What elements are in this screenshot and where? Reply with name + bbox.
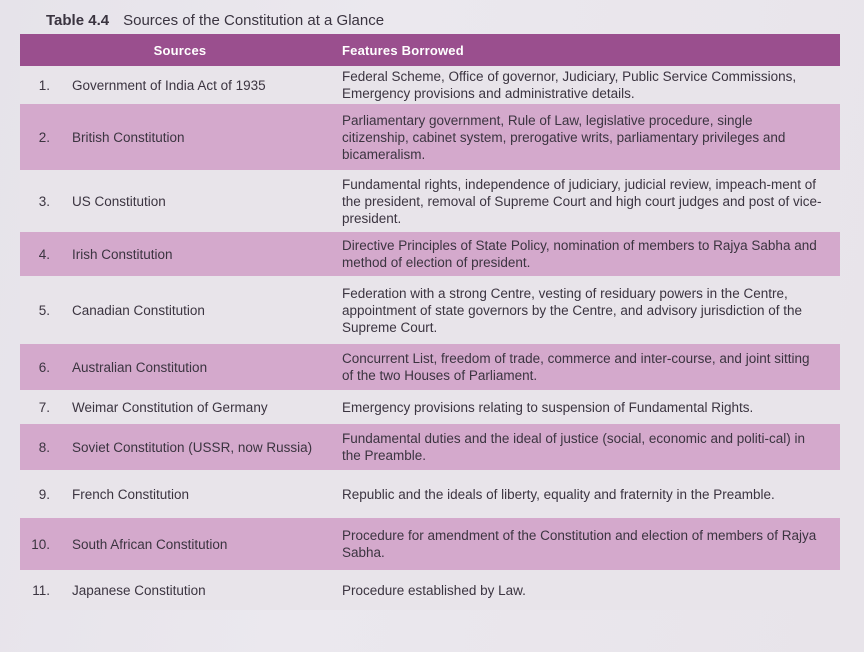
table-header-row [20,34,840,66]
table-caption [46,12,384,29]
row-features: Parliamentary government, Rule of Law, legislative procedure, single citizenship, cabinet system, prerogative writs, parliamentary privileges and bicameralism. [342,112,786,162]
table-row [20,390,840,424]
row-source: Canadian Constitution [72,302,205,318]
row-features: Concurrent List, freedom of trade, commerce and inter-course, and joint sitting of the two Houses of Parliament. [342,351,810,383]
row-number: 6. [38,359,50,375]
row-source: Japanese Constitution [72,582,206,598]
row-features: Fundamental rights, independence of judiciary, judicial review, impeach-ment of the president, removal of Supreme Court and high court judges and post of vice-president. [342,176,822,226]
table-row [20,518,840,570]
row-number: 2. [38,129,50,145]
row-features: Fundamental duties and the ideal of justice (social, economic and politi-cal) in the Preamble. [342,431,806,463]
row-source: Government of India Act of 1935 [72,77,266,93]
row-number: 9. [38,486,50,502]
header-sources: Sources [153,42,207,58]
row-number: 4. [38,246,50,262]
row-number: 1. [38,77,50,93]
row-features: Directive Principles of State Policy, nomination of members to Rajya Sabha and method of election of president. [342,238,817,270]
table-title: Sources of the Constitution at a Glance [123,12,385,29]
row-features: Federal Scheme, Office of governor, Judiciary, Public Service Commissions, Emergency provisions and administrative details. [342,69,797,101]
row-features: Republic and the ideals of liberty, equality and fraternity in the Preamble. [342,486,775,502]
row-source: French Constitution [72,486,190,502]
row-features: Emergency provisions relating to suspension of Fundamental Rights. [342,399,754,415]
row-source: British Constitution [72,129,185,145]
row-number: 8. [38,439,50,455]
table-row [20,344,840,390]
row-source: South African Constitution [72,536,228,552]
row-features: Procedure for amendment of the Constitution and election of members of Rajya Sabha. [342,528,817,560]
row-source: Weimar Constitution of Germany [72,399,268,415]
row-number: 10. [31,536,50,552]
header-features: Features Borrowed [342,42,464,58]
table-row [20,470,840,518]
row-source: Australian Constitution [72,359,208,375]
row-number: 3. [38,193,50,209]
table-row [20,66,840,104]
row-number: 7. [38,399,50,415]
row-number: 11. [32,582,50,598]
table-number: Table 4.4 [46,12,110,29]
row-source: US Constitution [72,193,166,209]
sources-table [20,34,840,610]
row-number: 5. [38,302,50,318]
table-row [20,104,840,170]
table-row [20,232,840,276]
table-row [20,276,840,344]
row-source: Soviet Constitution (USSR, now Russia) [72,439,313,455]
row-features: Procedure established by Law. [342,582,526,598]
row-features: Federation with a strong Centre, vesting of residuary powers in the Centre, appointment of state governors by the Centre, and advisory jurisdiction of the Supreme Court. [342,285,803,335]
row-source: Irish Constitution [72,246,173,262]
table-row [20,170,840,232]
table-row [20,570,840,610]
table-row [20,424,840,470]
